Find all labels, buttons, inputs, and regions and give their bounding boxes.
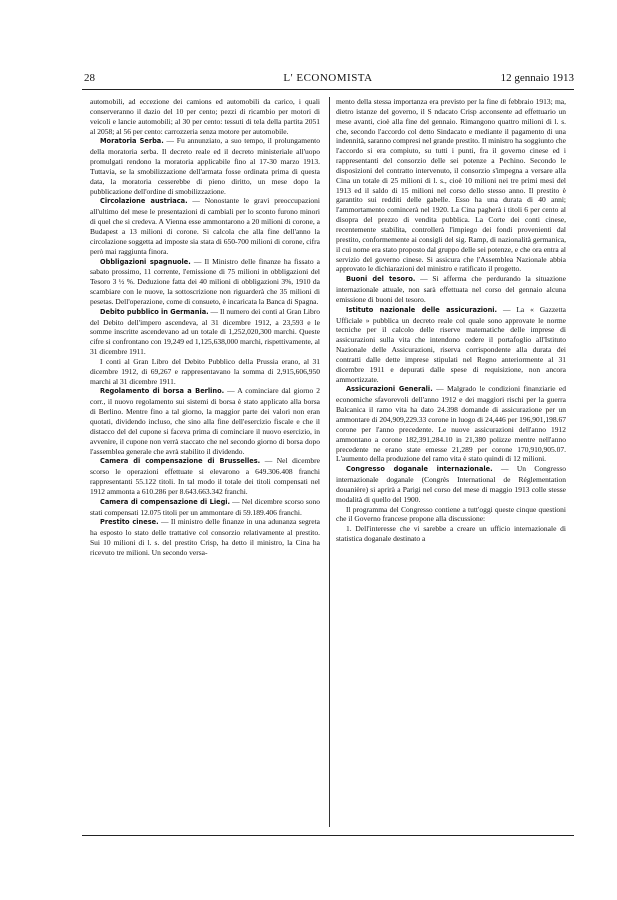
rubric-title: Moratoria Serba. (100, 137, 164, 146)
rubric-title: Assicurazioni Generali. (346, 385, 433, 394)
page-header (82, 72, 574, 86)
paragraph-circolazione-austriaca: Circolazione austriaca. — Nonostante le gravi preoccupazioni all'ultimo del mese le presentazioni di cambiali per lo sconto furono minori di quel che si credeva. A Vienna esse ammontarono a 20 milioni di corone, a Budapest a 13 milioni di corone. Si calcola che alla fine dell'anno la circolazione soggetta ad imposte sia stata di 650-700 milioni di corone, cifra però mai raggiunta finora. (90, 196, 321, 256)
paragraph-compensazione-brusselles: Camera di compensazione di Brusselles. — Nel dicembre scorso le operazioni effettuate si elevarono a 649.306.408 franchi rappresentanti 55.122 titoli. In tal modo il totale dei titoli compensati nel 1912 ammonta a 610.286 per 8.643.663.342 franchi. (90, 456, 320, 496)
issue-date: 12 gennaio 1913 (500, 72, 574, 84)
paragraph-debito-prussia: I conti al Gran Libro del Debito Pubblico della Prussia erano, al 31 dicembre 1912, di 69,267 e rappresentavano la somma di 2,915,606,950 marchi al 31 dicembre 1911. (90, 356, 320, 386)
paragraph-buoni-tesoro: Buoni del tesoro. — Si afferma che perdurando la situazione internazionale attuale, non sarà effettuata nel corso del gennaio alcuna emissione di buoni del tesoro. (336, 274, 567, 304)
paragraph-istituto-assicurazioni: Istituto nazionale delle assicurazioni. — La « Gazzetta Ufficiale » pubblica un decreto reale col quale sono approvate le norme tecniche per il calcolo delle riserve matematiche delle imprese di assicurazioni sulla vita che intendono cedere il portafoglio all'Istituto Nazionale delle Assicurazioni, riserva corrispondente alla durata dei contratti dalle dette imprese stipulati nel Regno anteriormente al 31 dicembre 1911 e depurati dalle spese di requisizione, non ancora ammortizzate. (336, 304, 566, 384)
page-number: 28 (84, 72, 95, 84)
paragraph-prestito-cinese: Prestito cinese. — Il ministro delle finanze in una adunanza segreta ha esposto lo stato delle trattative col consorzio relativamente al prestito. Sui 10 milioni di l. s. del prestito Crisp, ha detto il ministro, la Cina ha ricevuto tre milioni. Un secondo versa- (90, 517, 320, 557)
paragraph-moratoria-serba: Moratoria Serba. — Fu annunziato, a suo tempo, il prolungamento della moratoria serba. Il decreto reale ed il decreto ministeriale all'uopo promulgati rendono la moratoria applicabile fino al 17-30 marzo 1913. Tuttavia, se la smobilizzazione dell'armata fosse ordinata prima di questa data, la moratoria cesserebbe di pieno diritto, un mese dopo la pubblicazione dell'ordine di smobilizzazione. (90, 136, 320, 196)
rubric-title: Camera di compensazione di Liegi. (100, 497, 231, 506)
rubric-title: Camera di compensazione di Brusselles. (100, 457, 261, 466)
journal-title: L' ECONOMISTA (283, 72, 373, 84)
right-column (336, 97, 566, 544)
paragraph-compensazione-liegi: Camera di compensazione di Liegi. — Nel dicembre scorso sono stati compensati 12.075 titoli per un ammontare di 59.189.406 franchi. (90, 496, 320, 517)
paragraph-programma-congresso: Il programma del Congresso contiene a tutt'oggi queste cinque questioni che il Governo francese propone alla discussione: (336, 504, 566, 524)
rubric-title: Istituto nazionale delle assicurazioni. (346, 305, 498, 314)
rubric-title: Regolamento di borsa a Berlino. (100, 387, 225, 396)
header-rule (82, 89, 574, 90)
rubric-title: Buoni del tesoro. (346, 275, 416, 284)
paragraph-prestito-continuation: mento della stessa importanza era previsto per la fine di febbraio 1913; ma, dietro istanze del governo, il S ndacato Crisp acconsente ad effettuario un mese avanti, cioè alla fine del gennaio. Rimangono quattro milioni di l. s. che, secondo l'accordo col detto Sindacato e mediante il pagamento di una indennità, saranno compresi nel grande prestito. Il ministro ha soggiunto che l'accordo si era compiuto, su tutti i punti, fra il governo cinese ed i rappresentanti del consorzio delle sei potenze a Pechino. Secondo le disposizioni del contratto intervenuto, il consorzio s'impegna a versare alla Cina un totale di 25 milioni di l. s., cioè 10 milioni nei tre primi mesi del 1913 ed il saldo di 15 milioni nel corso dello stesso anno. Il prestito è garantito sui redditi delle gabelle. Esso ha una durata di 40 anni; l'ammortamento comincerà nel 1920. La Cina pagherà i titoli 6 per cento al disopra del prezzo di vendita pubblica. La Corte dei conti cinese, recentemente stabilita, controllerà l'impiego dei fondi provenienti dal prestito, conformemente ai consigli del sig. Ramp, di nazionalità germanica, il cui nome era stato proposto dal gruppo delle sei potenze, e che ora entra al servizio del governo cinese. Si assicura che l'Assemblea Nazionale abbia approvato le dichiarazioni del ministro e ratificato il progetto. (336, 97, 566, 274)
column-divider (329, 97, 330, 827)
paragraph-congresso-doganale: Congresso doganale internazionale. — Un Congresso internazionale doganale (Congrès International de Réglementation douanière) si aprirà a Parigi nel corso del mese di maggio 1913 colle stesse modalità di quello del 1900. (336, 464, 566, 504)
paragraph-assicurazioni-generali: Assicurazioni Generali. — Malgrado le condizioni finanziarie ed economiche sfavorevoli dell'anno 1912 e dei maggiori rischi per la guerra Balcanica il ramo vita ha dato 24.398 domande di assicurazione per un ammontare di 204,909,229.33 corone in luogo di 24,446 per 196,901,198.67 corone per l'anno precedente. Le nuove assicurazioni dell'anno 1912 ammontano a corone 182,391,284.10 in 21,380 polizze mentre nell'anno precedente ne erano state emesse 21,289 per corone 170,910,905.07. L'aumento della produzione del ramo vita è stato quindi di 12 milioni. (336, 384, 566, 464)
left-column (90, 97, 320, 558)
bottom-rule (82, 835, 574, 836)
rubric-title: Debito pubblico in Germania. (100, 307, 209, 316)
paragraph-ufficio-statistica: 1. Dell'interesse che vi sarebbe a creare un ufficio internazionale di statistica doganale destinato a (336, 524, 566, 544)
rubric-title: Obbligazioni spagnuole. (100, 257, 191, 266)
rubric-title: Circolazione austriaca. (100, 197, 188, 206)
paragraph-borsa-berlino: Regolamento di borsa a Berlino. — A cominciare dal giorno 2 corr., il nuovo regolamento sui sistemi di borsa è stato applicato alla borsa di Berlino. Mentre fino a tal giorno, la maggior parte dei valori non eran quotati, dividendo incluso, che sino alla fine dell'esercizio fiscale e che il distacco del del cupone si faceva prima di cominciare il nuovo esercizio, in avvenire, il cupone non verrà staccato che nel secondo giorno di borsa dopo l'assemblea generale che avrà stabilito il dividendo. (90, 386, 320, 456)
paragraph-debito-germania: Debito pubblico in Germania. — Il numero dei conti al Gran Libro del Debito dell'impero ascendeva, al 31 dicembre 1912, a 23,593 e le somme inscritte ascendevano ad un totale di 1,252,020,300 marchi. Queste cifre si confrontano con 19,249 ed 1,125,638,000 marchi, rispettivamente, al 31 dicembre 1911. (90, 306, 320, 357)
paragraph-obbligazioni-spagnuole: Obbligazioni spagnuole. — Il Ministro delle finanze ha fissato a sabato prossimo, 11 corrente, l'emissione di 75 milioni in obbligazioni del Tesoro 3 ½ %. Deduzione fatta dei 40 milioni di obbligazioni 3%, 1910 da scambiare con le nuove, la sottoscrizione non riguarderà che 35 milioni di pesetas. Dell'operazione, come di consueto, è incaricata la Banca di Spagna. (90, 256, 320, 306)
rubric-title: Prestito cinese. (100, 518, 159, 527)
paragraph-dazio: automobili, ad eccezione dei camions ed automobili da carico, i quali conserveranno il dazio del 10 per cento; pezzi di ricambio per motori di veicoli e lancie automobili; al 30 per cento: tessuti di tela della partita 2051 al 2058; al 56 per cento: carrozzeria senza motore per automobile. (90, 97, 320, 136)
rubric-title: Congresso doganale internazionale. (346, 465, 493, 474)
